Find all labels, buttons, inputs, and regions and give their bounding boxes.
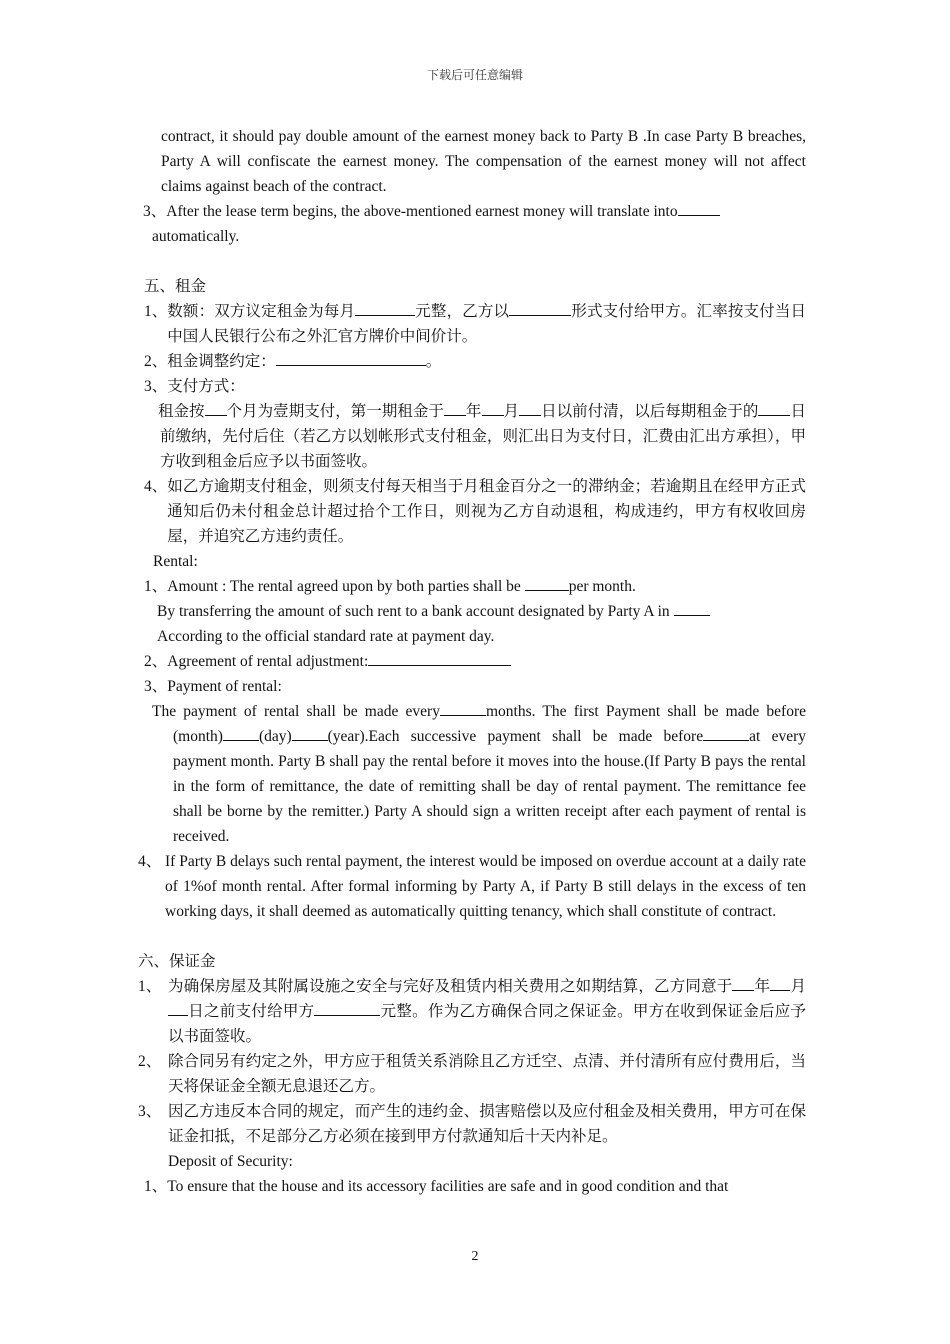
blank-line xyxy=(292,725,328,741)
paragraph: The payment of rental shall be made every months. The first Payment shall be made before (month) (day) (year).Each successive payment shall be made before at every payment month. Party B shall pay the rental before it moves into the house.(If Party B pays the rental in the form of remittance, the date of remitting shall be day of rental payment. The remittance fee shall be borne by the remitter.) Party A should sign a written receipt after each payment of rental is received. xyxy=(138,699,806,849)
list-item xyxy=(138,1099,806,1149)
paragraph: 租金按 个月为壹期支付，第一期租金于 年 月 日以前付清，以后每期租金于的 日前缴纳，先付后住（若乙方以划帐形式支付租金，则汇出日为支付日，汇费由汇出方承担），甲方收到租金后应予以书面签收。 xyxy=(138,399,806,474)
section-title: 五、租金 xyxy=(144,278,207,295)
list-text: If Party B delays such rental payment, the interest would be imposed on overdue account at a daily rate of 1%of month rental. After formal informing by Party A, if Party B still delays in the excess of ten working days, it shall deemed as automatically quitting tenancy, which shall constitute of contract. xyxy=(165,853,806,920)
list-text: Payment of rental: xyxy=(167,678,282,695)
list-text: Amount : The rental agreed upon by both parties shall be per month. xyxy=(167,574,806,599)
blank-line xyxy=(525,575,569,591)
list-number: 3、 xyxy=(144,678,168,695)
section-title: Rental: xyxy=(153,553,198,570)
list-item xyxy=(138,1174,806,1199)
blank-line xyxy=(674,600,710,616)
list-item xyxy=(138,349,806,374)
list-number: 4、 xyxy=(144,478,168,495)
list-text: To ensure that the house and its accessory facilities are safe and in good condition and that xyxy=(167,1178,729,1195)
blank-line xyxy=(276,350,426,366)
list-item xyxy=(138,574,806,599)
list-text: 支付方式： xyxy=(167,378,245,395)
list-number: 2、 xyxy=(144,353,168,370)
list-number: 2、 xyxy=(138,1053,162,1070)
paragraph: automatically. xyxy=(152,228,240,245)
list-number: 1、 xyxy=(138,978,162,995)
list-text: 如乙方逾期支付租金，则须支付每天相当于月租金百分之一的滞纳金；若逾期且在经甲方正式通知后仍未付租金总计超过拾个工作日，则视为乙方自动退租，构成违约，甲方有权收回房屋，并追究乙方违约责任。 xyxy=(167,478,806,545)
list-item xyxy=(138,974,806,1049)
list-text: 除合同另有约定之外，甲方应于租赁关系消除且乙方迁空、点清、并付清所有应付费用后，当天将保证金全额无息退还乙方。 xyxy=(168,1053,806,1095)
blank-line xyxy=(314,1000,380,1016)
list-item xyxy=(138,199,806,224)
blank-line xyxy=(223,725,259,741)
list-number: 1、 xyxy=(144,1178,168,1195)
list-item xyxy=(138,374,806,399)
blank-line xyxy=(205,400,227,416)
paragraph: According to the official standard rate at payment day. xyxy=(157,628,495,645)
list-text: 因乙方违反本合同的规定，而产生的违约金、损害赔偿以及应付租金及相关费用，甲方可在保证金扣抵，不足部分乙方必须在接到甲方付款通知后十天内补足。 xyxy=(168,1103,806,1145)
list-item xyxy=(138,849,806,924)
list-text: 租金调整约定： 。 xyxy=(167,349,806,374)
blank-line xyxy=(440,700,486,716)
list-number: 3、 xyxy=(143,203,167,220)
blank-line xyxy=(732,975,754,991)
list-number: 4、 xyxy=(138,853,162,870)
list-item xyxy=(138,299,806,349)
blank-line xyxy=(444,400,466,416)
list-item xyxy=(138,474,806,549)
section-title: Deposit of Security: xyxy=(168,1153,293,1170)
blank-line xyxy=(770,975,790,991)
list-item xyxy=(138,674,806,699)
blank-line xyxy=(482,400,504,416)
list-text: After the lease term begins, the above-mentioned earnest money will translate into xyxy=(166,199,806,224)
list-number: 3、 xyxy=(144,378,168,395)
blank-line xyxy=(519,400,541,416)
document-body xyxy=(138,124,806,1199)
list-number: 1、 xyxy=(144,578,168,595)
list-item xyxy=(138,649,806,674)
blank-line xyxy=(355,300,415,316)
blank-line xyxy=(703,725,749,741)
list-item xyxy=(138,1049,806,1099)
list-number: 2、 xyxy=(144,653,168,670)
blank-line xyxy=(509,300,571,316)
list-number: 1、 xyxy=(144,303,168,320)
section-title: 六、保证金 xyxy=(138,953,216,970)
blank-line xyxy=(168,1000,188,1016)
paragraph: contract, it should pay double amount of the earnest money back to Party B .In case Party B breaches, Party A will confiscate the earnest money. The compensation of the earnest money will not affect claims against beach of the contract. xyxy=(161,128,806,195)
list-text: 为确保房屋及其附属设施之安全与完好及租赁内相关费用之如期结算，乙方同意于 年 月日之前支付给甲方 元整。作为乙方确保合同之保证金。甲方在收到保证金后应予以书面签收。 xyxy=(168,974,806,1049)
page-header-note: 下载后可任意编辑 xyxy=(426,68,523,82)
page-number: 2 xyxy=(471,1249,479,1264)
blank-line xyxy=(758,400,790,416)
list-text: Agreement of rental adjustment: xyxy=(167,649,806,674)
blank-line xyxy=(368,650,511,666)
blank-line xyxy=(678,200,720,216)
list-number: 3、 xyxy=(138,1103,162,1120)
list-text: 数额：双方议定租金为每月 元整，乙方以 形式支付给甲方。汇率按支付当日中国人民银行公布之外汇官方牌价中间价计。 xyxy=(167,299,806,349)
paragraph: By transferring the amount of such rent to a bank account designated by Party A in xyxy=(138,599,806,624)
